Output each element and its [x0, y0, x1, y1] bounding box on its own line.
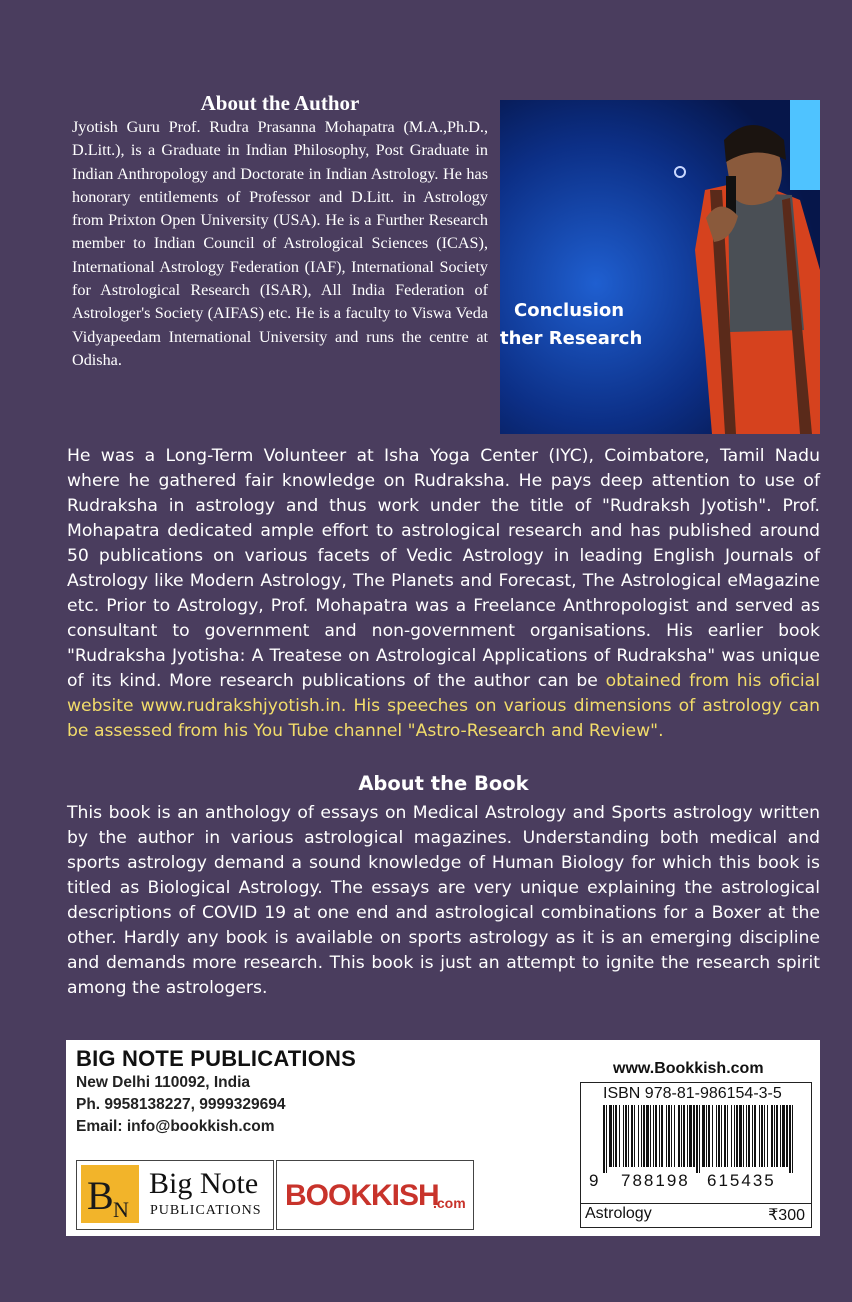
barcode-bar: [702, 1105, 705, 1167]
barcode-bar: [683, 1105, 685, 1167]
barcode-bar: [746, 1105, 747, 1167]
barcode-bar: [774, 1105, 775, 1167]
author-bio-highlight: obtained from his oficial website www.rudrakshjyotish.in. His speeches on various dimensions of astrology can be assessed from his You Tube channel "Astro-Research and Review".: [67, 671, 820, 741]
barcode-bar: [734, 1105, 735, 1167]
publisher-phone: Ph. 9958138227, 9999329694: [76, 1096, 286, 1113]
bookkish-logo: [276, 1160, 474, 1230]
barcode-bar: [727, 1105, 728, 1167]
barcode-bar: [653, 1105, 654, 1167]
barcode-bar: [678, 1105, 680, 1167]
barcode-bar: [743, 1105, 744, 1167]
barcode-bar: [696, 1105, 698, 1173]
barcode-bar: [771, 1105, 773, 1167]
big-note-logo-subtitle: PUBLICATIONS: [150, 1203, 262, 1218]
bookkish-logo-text: BOOKKISH: [285, 1179, 439, 1212]
barcode-bar: [731, 1105, 732, 1167]
barcode-bar: [659, 1105, 660, 1167]
barcode-bar: [625, 1105, 627, 1167]
isbn-number: ISBN 978-81-986154-3-5: [603, 1085, 782, 1102]
barcode-bar: [736, 1105, 738, 1167]
about-book-text: This book is an anthology of essays on Medical Astrology and Sports astrology written by the author in various astrological magazines. Understanding both medical and sports astrology demand a sound knowledge of Human Biology for which this book is titled as Biological Astrology. The essays are very unique explaining the astrological descriptions of COVID 19 at one end and astrological combinations for a Boxer at the other. Hardly any book is available on sports astrology as it is an emerging discipline and demands more research. This book is just an attempt to ignite the research spirit among the astrologers.: [67, 803, 820, 998]
barcode-bar: [792, 1105, 793, 1173]
publisher-email: Email: info@bookkish.com: [76, 1118, 275, 1135]
barcode-bar: [759, 1105, 760, 1167]
slide-text-line2: ther Research: [500, 328, 643, 349]
barcode-bar: [754, 1105, 756, 1167]
barcode-digits-right: 615435: [707, 1171, 776, 1190]
author-photo: [500, 100, 820, 434]
about-author-section: [72, 90, 488, 372]
big-note-logo: [76, 1160, 274, 1230]
barcode-bar: [739, 1105, 742, 1167]
bn-letter-b: B: [87, 1173, 114, 1218]
author-bio: [67, 444, 820, 744]
barcode-bar: [641, 1105, 642, 1167]
isbn-barcode-box: [580, 1082, 812, 1228]
barcode-bar: [671, 1105, 672, 1167]
author-bio-text: He was a Long-Term Volunteer at Isha Yoga Center (IYC), Coimbatore, Tamil Nadu where he gathered fair knowledge on Rudraksha. He pays deep attention to use of Rudraksha in astrology and thus work under the title of "Rudraksh Jyotish". Prof. Mohapatra dedicated ample effort to astrological research and has published around 50 publications on various facets of Vedic Astrology in leading English Journals of Astrology like Modern Astrology, The Planets and Forecast, The Astrological eMagazine etc. Prior to Astrology, Prof. Mohapatra was a Freelance Anthropologist and served as consultant to government and non-government organisations. His earlier book "Rudraksha Jyotisha: A Treatese on Astrological Applications of Rudraksha" was unique of its kind. More research publications of the author can be: [67, 446, 820, 691]
barcode-bar: [724, 1105, 726, 1167]
barcode-bar: [693, 1105, 695, 1167]
barcode-bar: [661, 1105, 663, 1167]
big-note-logo-title: Big Note: [149, 1167, 259, 1200]
subject-divider: [581, 1203, 811, 1204]
barcode-bar: [638, 1105, 639, 1167]
barcode-bar: [789, 1105, 791, 1173]
barcode-bar: [609, 1105, 612, 1167]
barcode-bar: [681, 1105, 682, 1167]
barcode-bar: [761, 1105, 763, 1167]
barcode-bar: [716, 1105, 717, 1167]
barcode-bar: [689, 1105, 692, 1167]
barcode-bar: [650, 1105, 651, 1167]
barcode-bar: [782, 1105, 785, 1167]
author-photo-illustration: [500, 100, 820, 434]
barcode-bar: [752, 1105, 753, 1167]
barcode-graphic: [589, 1105, 803, 1173]
publisher-address: New Delhi 110092, India: [76, 1074, 251, 1091]
barcode-bar: [718, 1105, 720, 1167]
barcode-bar: [628, 1105, 629, 1167]
slide-text-line1: Conclusion: [514, 300, 625, 321]
barcode-bar: [674, 1105, 675, 1167]
barcode-bar: [668, 1105, 670, 1167]
about-author-heading: About the Author: [200, 91, 360, 115]
book-price: ₹300: [768, 1207, 805, 1224]
barcode-bar: [646, 1105, 649, 1167]
barcode-bar: [699, 1105, 700, 1173]
barcode-bar: [708, 1105, 710, 1167]
barcode-bar: [780, 1105, 781, 1167]
publisher-panel: [66, 1040, 820, 1236]
barcode-bar: [619, 1105, 620, 1167]
barcode-bar: [764, 1105, 765, 1167]
barcode-bar: [655, 1105, 657, 1167]
barcode-digits-left: 788198: [621, 1171, 690, 1190]
barcode-bar: [706, 1105, 707, 1167]
barcode-bar: [666, 1105, 667, 1167]
bookkish-website: www.Bookkish.com: [613, 1060, 764, 1077]
bn-logo-icon: [81, 1165, 139, 1223]
barcode-bar: [712, 1105, 713, 1167]
book-subject: Astrology: [585, 1205, 652, 1222]
barcode-bar: [631, 1105, 633, 1167]
barcode-bar: [687, 1105, 688, 1167]
barcode-bar: [634, 1105, 635, 1167]
barcode-bar: [613, 1105, 614, 1167]
barcode-bar: [776, 1105, 778, 1167]
barcode-bar: [721, 1105, 722, 1167]
barcode-bar: [606, 1105, 607, 1173]
barcode-bar: [623, 1105, 624, 1167]
barcode-bar: [767, 1105, 768, 1167]
publisher-name: BIG NOTE PUBLICATIONS: [76, 1046, 357, 1071]
barcode-bar: [615, 1105, 617, 1167]
about-book-heading: About the Book: [358, 772, 529, 795]
barcode-bar: [786, 1105, 788, 1167]
bn-letter-n: N: [113, 1197, 129, 1222]
barcode-bar: [748, 1105, 750, 1167]
barcode-bar: [603, 1105, 605, 1173]
about-author-text: Jyotish Guru Prof. Rudra Prasanna Mohapatra (M.A.,Ph.D., D.Litt.), is a Graduate in Indian Philosophy, Post Graduate in Indian Anthropology and Doctorate in Indian Astrology. He has honorary entitlements of Professor and D.Litt. in Astrology from Prixton Open University (USA). He is a Further Research member to Indian Council of Astrological Sciences (ICAS), International Astrology Federation (IAF), International Society for Astrological Research (ISAR), All India Federation of Astrologer's Society (AIFAS) etc. He is a faculty to Viswa Veda Vidyapeedam International University and runs the centre at Odisha.: [72, 118, 488, 369]
barcode-digit-first: 9: [589, 1171, 599, 1190]
bookkish-logo-suffix: .com: [433, 1195, 466, 1211]
barcode-bar: [643, 1105, 645, 1167]
